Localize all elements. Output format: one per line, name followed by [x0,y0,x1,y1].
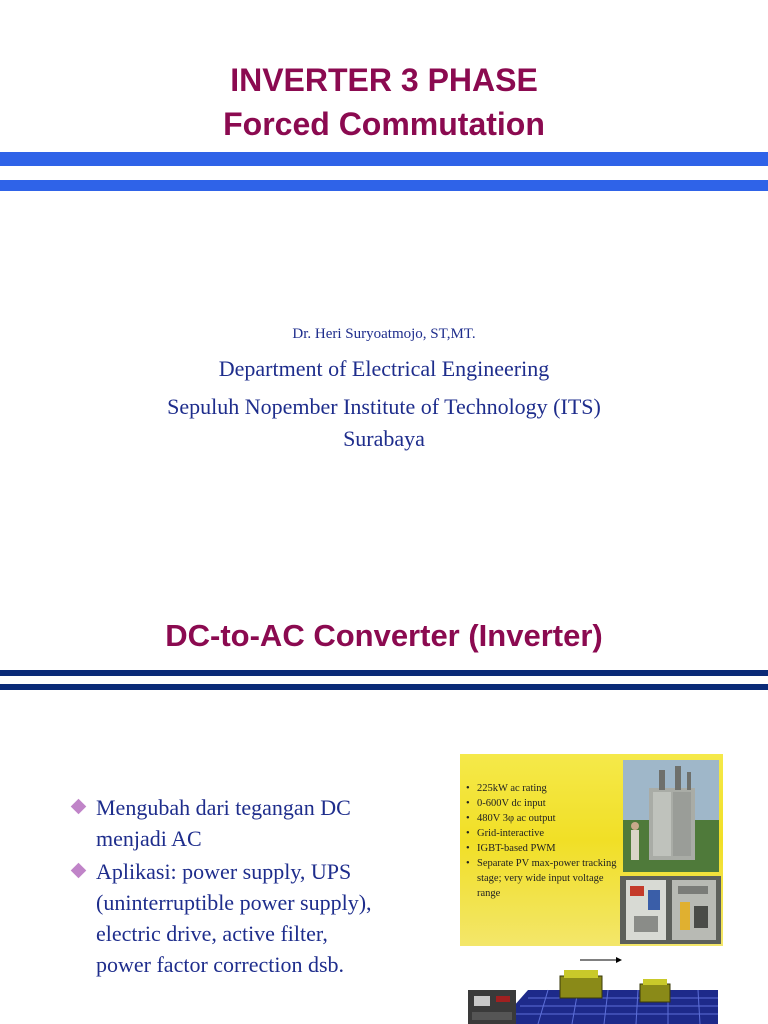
spec-item: • Grid-interactive [463,826,623,841]
inverter-interior-photo [620,876,721,944]
diamond-bullet-icon [71,863,87,879]
bullet-text: Mengubah dari tegangan DC menjadi AC [96,795,351,851]
inverter-diagram-illustration [468,950,718,1024]
slide1-subtitle: Forced Commutation [223,106,545,142]
top-divider-bar [0,152,768,166]
slide1-title: INVERTER 3 PHASE [230,62,538,98]
inverter-cabinet-photo [623,760,719,872]
city-name: Surabaya [343,426,425,451]
bullet-text: Aplikasi: power supply, UPS (uninterruptible power supply), electric drive, active filter, power factor correction dsb. [96,859,372,977]
bullet-item [72,792,372,854]
spec-item: • Separate PV max-power tracking stage; very wide input voltage range [463,856,623,901]
inverter-photo-figure [460,754,723,946]
top-divider-bar-2 [0,180,768,191]
spec-item: • 0-600V dc input [463,796,623,811]
bullet-item [72,856,372,980]
bullet-list [72,792,372,982]
slide2-divider-bar [0,670,768,676]
institute-name: Sepuluh Nopember Institute of Technology (ITS) [167,394,601,419]
spec-item: • IGBT-based PWM [463,841,623,856]
slide2-divider-bar-2 [0,684,768,690]
slide2-title: DC-to-AC Converter (Inverter) [165,618,603,653]
diamond-bullet-icon [71,799,87,815]
inverter-spec-list [463,781,623,901]
department-name: Department of Electrical Engineering [218,356,550,381]
spec-item: • 480V 3φ ac output [463,811,623,826]
spec-item: • 225kW ac rating [463,781,623,796]
author-name: Dr. Heri Suryoatmojo, ST,MT. [292,326,476,342]
